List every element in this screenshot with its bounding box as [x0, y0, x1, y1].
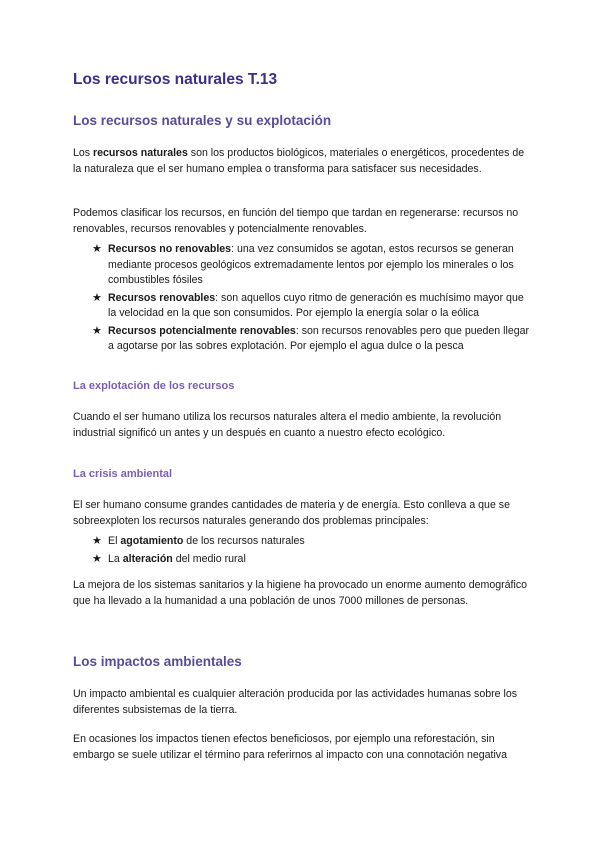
text: : son recursos renovables pero que pueden llegar a agotarse por las sobres explotación. Por ejemplo el agua dulce o la pesca — [108, 324, 530, 352]
text: de los recursos naturales — [183, 535, 305, 547]
star-bullet-icon: ★ — [92, 324, 102, 337]
list-item — [92, 324, 532, 355]
text: La — [108, 552, 123, 565]
list-item — [92, 552, 532, 568]
paragraph-explotacion: Cuando el ser humano utiliza los recursos naturales altera el medio ambiente, la revolución industrial significó un antes y un después en cuanto a nuestro efecto ecológico. — [73, 411, 502, 439]
list-item — [92, 534, 532, 550]
section-heading-crisis: La crisis ambiental — [73, 468, 173, 480]
problems-list — [92, 534, 532, 569]
text: : son aquellos cuyo ritmo de generación es muchísimo mayor que la velocidad en la que son consumidos. Por ejemplo la energía solar o la eólica — [108, 291, 524, 319]
star-bullet-icon: ★ — [92, 535, 102, 547]
paragraph-impacto-connotacion: En ocasiones los impactos tienen efectos beneficiosos, por ejemplo una reforestación, sin embargo se suele utilizar el término para referirnos al impacto con una connotación negativa — [73, 733, 507, 761]
paragraph-definition — [73, 146, 533, 177]
bold-term: Recursos potencialmente renovables — [108, 324, 296, 337]
paragraph-classification: Podemos clasificar los recursos, en función del tiempo que tardan en regenerarse: recursos no renovables, recursos renovables y potencialmente renovables. — [73, 207, 519, 235]
star-bullet-icon: ★ — [92, 552, 102, 565]
section-heading-recursos: Los recursos naturales y su explotación — [73, 113, 332, 128]
paragraph-impacto-def: Un impacto ambiental es cualquier alteración producida por las actividades humanas sobre los diferentes subsistemas de la tierra. — [73, 688, 518, 716]
paragraph-crisis: El ser humano consume grandes cantidades de materia y de energía. Esto conlleva a que se sobreexploten los recursos naturales generando dos problemas principales: — [73, 499, 510, 527]
text: : una vez consumidos se agotan, estos recursos se generan mediante procesos geológicos extremadamente lentos por ejemplo los minerales o los combustibles fósiles — [108, 243, 514, 286]
text: Los — [73, 147, 94, 159]
bold-term: alteración — [122, 552, 173, 565]
star-bullet-icon: ★ — [92, 243, 102, 255]
text: del medio rural — [172, 552, 246, 565]
list-item — [92, 242, 532, 289]
document-title: Los recursos naturales T.13 — [73, 71, 278, 88]
section-heading-impactos: Los impactos ambientales — [73, 654, 242, 669]
bold-term: Recursos renovables — [108, 291, 216, 304]
paragraph-population: La mejora de los sistemas sanitarios y la higiene ha provocado un enorme aumento demográfico que ha llevado a la humanidad a una población de unos 7000 millones de personas. — [73, 579, 528, 607]
bold-term: recursos naturales — [93, 147, 188, 159]
resource-types-list — [92, 242, 532, 357]
bold-term: Recursos no renovables — [108, 243, 232, 255]
text: son los productos biológicos, materiales o energéticos, procedentes de la naturaleza que el ser humano emplea o transforma para satisfacer sus necesidades. — [73, 147, 525, 175]
section-heading-explotacion: La explotación de los recursos — [73, 380, 235, 392]
bold-term: agotamiento — [120, 535, 184, 547]
list-item — [92, 291, 532, 322]
star-bullet-icon: ★ — [92, 291, 102, 304]
text: El — [108, 535, 121, 547]
